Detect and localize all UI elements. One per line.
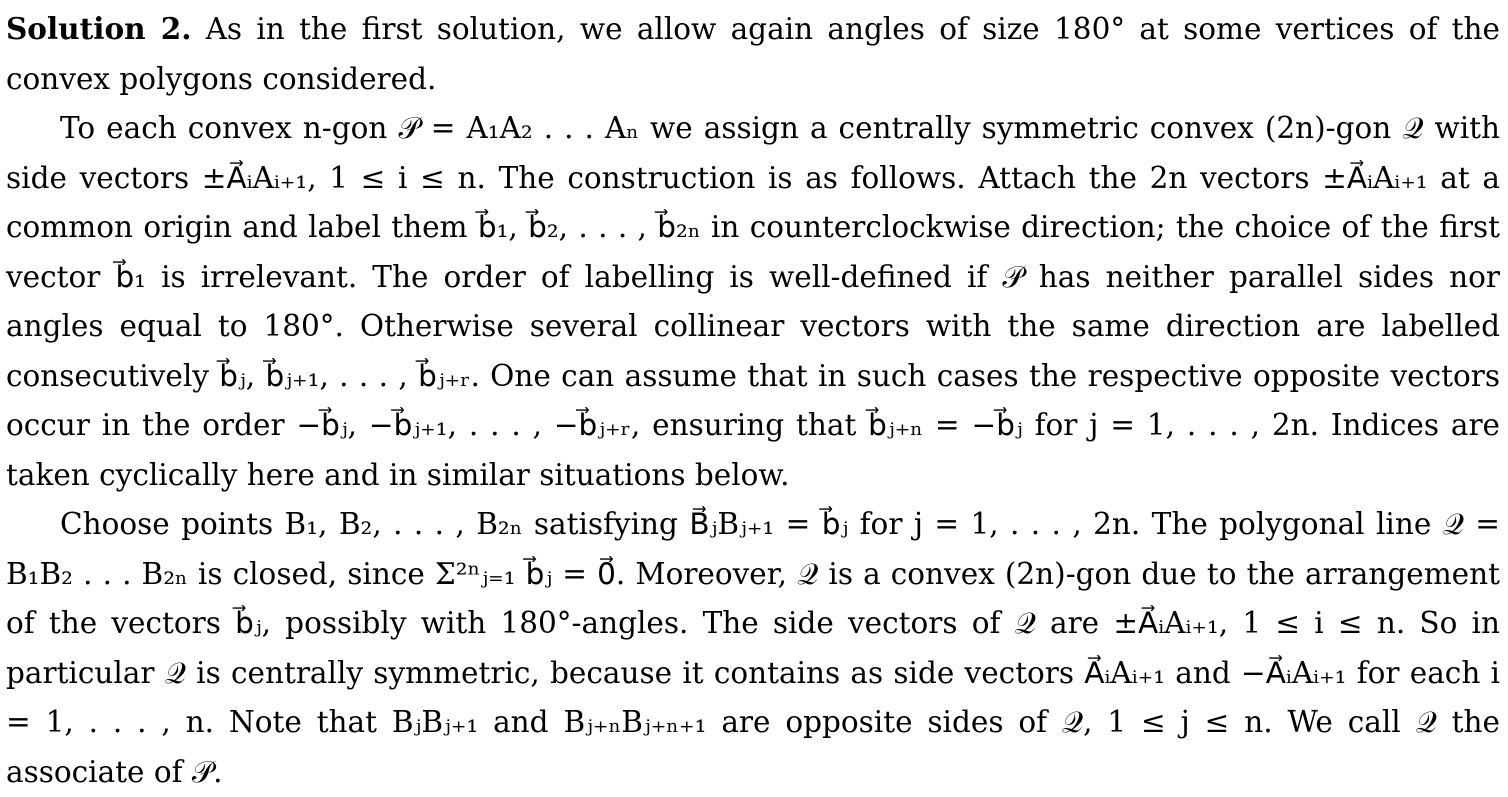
paragraph-text-1: As in the first solution, we allow again angles of size 180° at some vertices of the convex polygons considered. bbox=[6, 12, 1500, 96]
paragraph-construction: To each convex n-gon 𝒫 = A₁A₂ . . . Aₙ we assign a centrally symmetric convex (2n)-gon 𝒬 with side vectors ±A⃗ᵢAᵢ₊₁, 1 ≤ i ≤ n. The construction is as follows. Attach the 2n vectors ±A⃗ᵢAᵢ₊₁ at a common origin and label them b⃗₁, b⃗₂, . . . , b⃗₂ₙ in counterclockwise direction; the choice of the first vector b⃗₁ is irrelevant. The order of labelling is well-defined if 𝒫 has neither parallel sides nor angles equal to 180°. Otherwise several collinear vectors with the same direction are labelled consecutively b⃗ⱼ, b⃗ⱼ₊₁, . . . , b⃗ⱼ₊ᵣ. One can assume that in such cases the respective opposite vectors occur in the order −b⃗ⱼ, −b⃗ⱼ₊₁, . . . , −b⃗ⱼ₊ᵣ, ensuring that b⃗ⱼ₊ₙ = −b⃗ⱼ for j = 1, . . . , 2n. Indices are taken cyclically here and in similar situations below. bbox=[6, 111, 1500, 492]
solution-heading: Solution 2. bbox=[6, 11, 192, 46]
paragraph-points: Choose points B₁, B₂, . . . , B₂ₙ satisfying B⃗ⱼBⱼ₊₁ = b⃗ⱼ for j = 1, . . . , 2n. The polygonal line 𝒬 = B₁B₂ . . . B₂ₙ is closed, since Σ²ⁿⱼ₌₁ b⃗ⱼ = 0⃗. Moreover, 𝒬 is a convex (2n)-gon due to the arrangement of the vectors b⃗ⱼ, possibly with 180°-angles. The side vectors of 𝒬 are ±A⃗ᵢAᵢ₊₁, 1 ≤ i ≤ n. So in particular 𝒬 is centrally symmetric, because it contains as side vectors A⃗ᵢAᵢ₊₁ and −A⃗ᵢAᵢ₊₁ for each i = 1, . . . , n. Note that BⱼBⱼ₊₁ and Bⱼ₊ₙBⱼ₊ₙ₊₁ are opposite sides of 𝒬, 1 ≤ j ≤ n. We call 𝒬 the associate of 𝒫. bbox=[6, 507, 1500, 789]
paragraph-intro bbox=[6, 4, 1500, 104]
